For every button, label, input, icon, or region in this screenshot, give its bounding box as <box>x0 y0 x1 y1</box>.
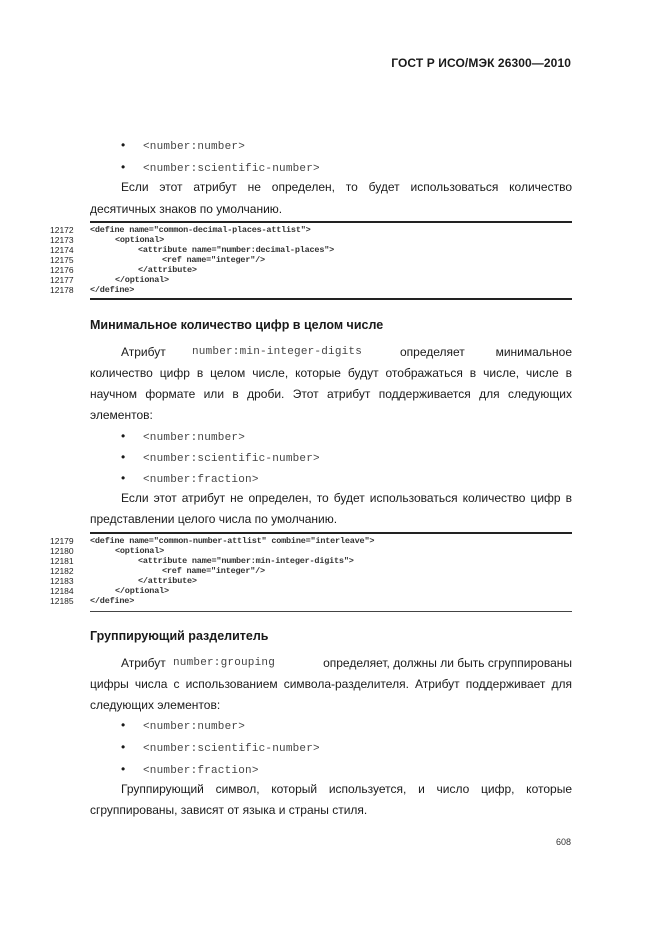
code-line: <ref name="integer"/> <box>162 566 265 576</box>
section-heading: Группирующий разделитель <box>90 629 269 643</box>
code-line: <define name="common-number-attlist" combine="interleave"> <box>90 536 375 546</box>
paragraph-line: Группирующий символ, который используется, и число цифр, которые <box>121 782 572 796</box>
paragraph-line: следующих элементов: <box>90 698 221 712</box>
code-line: <attribute name="number:min-integer-digits"> <box>138 556 354 566</box>
word: минимальное <box>495 345 572 359</box>
list-item: • <number:number> <box>121 718 246 733</box>
line-number: 12180 <box>50 546 74 556</box>
paragraph-line: количество цифр в целом числе, которые будут отображаться в числе, числе в <box>90 366 572 380</box>
code-line: </define> <box>90 285 135 295</box>
line-number: 12172 <box>50 225 74 235</box>
code-line: </optional> <box>115 586 169 596</box>
page-number: 608 <box>555 837 571 847</box>
line-number: 12177 <box>50 275 74 285</box>
code-line: </optional> <box>115 275 169 285</box>
line-number: 12179 <box>50 536 74 546</box>
paragraph-line: цифры числа с использованием символа-разделителя. Атрибут поддерживает для <box>90 677 572 691</box>
line-number: 12176 <box>50 265 74 275</box>
inline-code: number:min-integer-digits <box>192 346 363 358</box>
code-top-rule <box>90 532 572 534</box>
line-number: 12178 <box>50 285 74 295</box>
line-number: 12173 <box>50 235 74 245</box>
section-heading: Минимальное количество цифр в целом числе <box>90 318 384 332</box>
list-item: • <number:fraction> <box>121 471 259 486</box>
list-item: • <number:number> <box>121 138 246 153</box>
code-line: </attribute> <box>138 576 197 586</box>
word: определяет <box>400 345 465 359</box>
line-number: 12174 <box>50 245 74 255</box>
code-line: <optional> <box>115 235 165 245</box>
list-item: • <number:scientific-number> <box>121 740 320 755</box>
word: Атрибут <box>121 656 166 670</box>
line-number: 12182 <box>50 566 74 576</box>
list-item: • <number:scientific-number> <box>121 160 320 175</box>
code-top-rule <box>90 221 572 223</box>
paragraph-line: Если этот атрибут не определен, то будет использоваться количество <box>121 180 572 194</box>
line-number: 12175 <box>50 255 74 265</box>
line-number: 12181 <box>50 556 74 566</box>
paragraph-line: элементов: <box>90 408 153 422</box>
code-line: <define name="common-decimal-places-attlist"> <box>90 225 311 235</box>
paragraph-line: сгруппированы, зависят от языка и страны стиля. <box>90 803 368 817</box>
phrase: определяет, должны ли быть сгруппированы <box>323 656 572 670</box>
code-line: <attribute name="number:decimal-places"> <box>138 245 335 255</box>
paragraph-line: представлении целого числа по умолчанию. <box>90 512 338 526</box>
paragraph-line: десятичных знаков по умолчанию. <box>90 202 283 216</box>
code-line: <ref name="integer"/> <box>162 255 265 265</box>
list-item: • <number:number> <box>121 429 246 444</box>
code-line: </attribute> <box>138 265 197 275</box>
list-item: • <number:fraction> <box>121 762 259 777</box>
code-bottom-rule <box>90 611 572 612</box>
code-line: </define> <box>90 596 135 606</box>
line-number: 12183 <box>50 576 74 586</box>
page-header: ГОСТ Р ИСО/МЭК 26300—2010 <box>391 56 571 70</box>
code-line: <optional> <box>115 546 165 556</box>
paragraph-line: Если этот атрибут не определен, то будет использоваться количество цифр в <box>121 491 572 505</box>
code-bottom-rule <box>90 298 572 300</box>
word: Атрибут <box>121 345 166 359</box>
list-item: • <number:scientific-number> <box>121 450 320 465</box>
paragraph-line: научном формате или в дроби. Этот атрибут поддерживается для следующих <box>90 387 572 401</box>
line-number: 12184 <box>50 586 74 596</box>
line-number: 12185 <box>50 596 74 606</box>
inline-code: number:grouping <box>173 657 276 669</box>
